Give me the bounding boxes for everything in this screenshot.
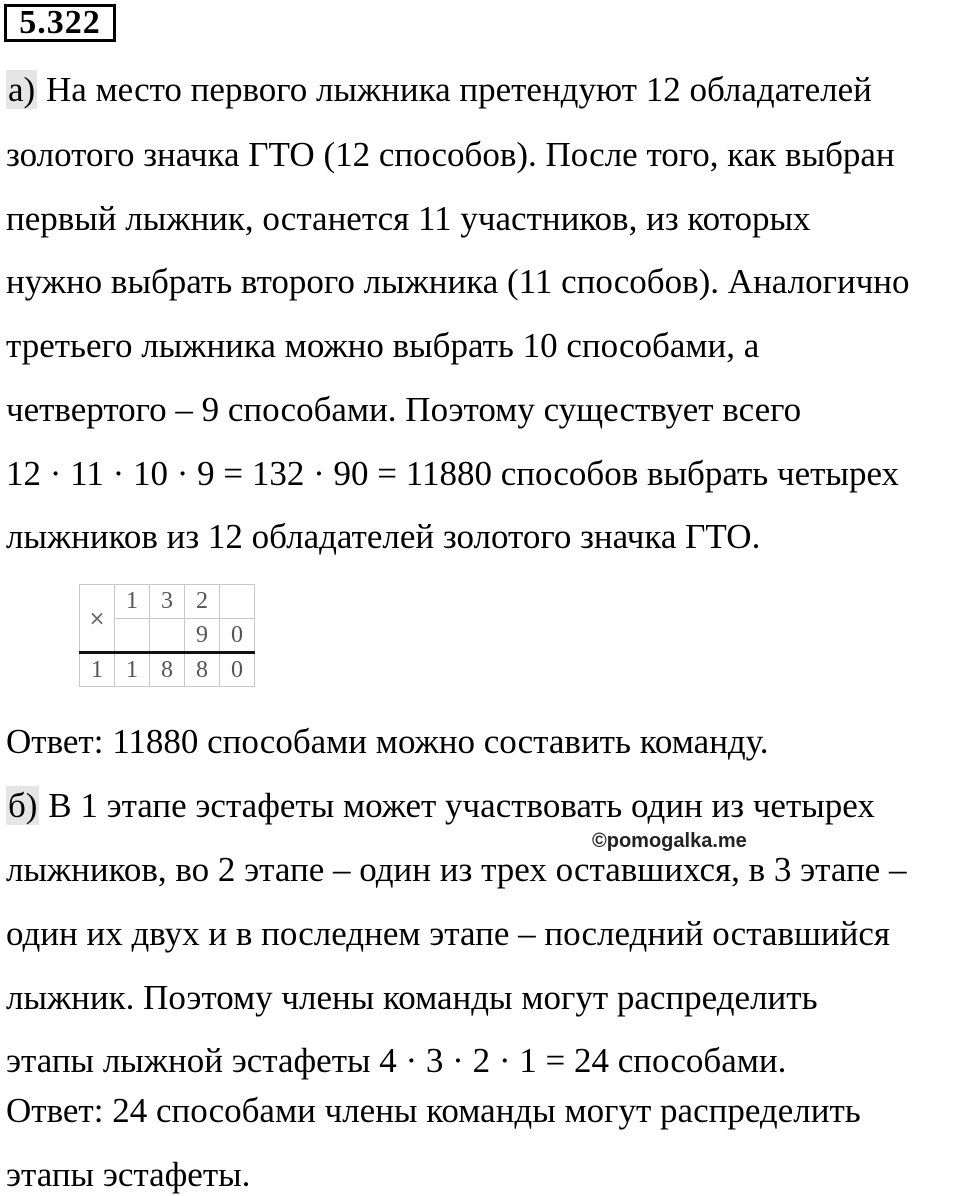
digit-cell: 0 — [220, 653, 255, 687]
part-b-line-2: лыжников, во 2 этапе – один из трех оставшихся, в 3 этапе – — [6, 850, 907, 889]
digit-cell: 8 — [150, 653, 185, 687]
answer-a: Ответ: 11880 способами можно составить команду. — [6, 722, 769, 761]
multiply-sign: × — [80, 585, 115, 653]
product-row — [80, 653, 255, 687]
digit-cell: 1 — [115, 585, 150, 619]
part-a-line-1 — [6, 70, 872, 110]
part-a-line-8: лыжников из 12 обладателей золотого значка ГТО. — [6, 517, 761, 556]
digit-cell: 0 — [220, 619, 255, 653]
answer-b-line-1: Ответ: 24 способами члены команды могут распределить — [6, 1091, 861, 1130]
part-a-label: а) — [8, 70, 36, 109]
part-a-line-6: четвертого – 9 способами. Поэтому существует всего — [6, 390, 802, 429]
problem-number: 5.322 — [4, 4, 116, 42]
part-b-line-3: один их двух и в последнем этапе – последний оставшийся — [6, 914, 891, 953]
part-a-text-1: На место первого лыжника претендуют 12 обладателей — [37, 70, 872, 109]
digit-cell — [220, 585, 255, 619]
part-a-line-7: 12 · 11 · 10 · 9 = 132 · 90 = 11880 способов выбрать четырех — [6, 454, 900, 493]
part-a-line-4: нужно выбрать второго лыжника (11 способов). Аналогично — [6, 262, 910, 301]
part-b-line-5: этапы лыжной эстафеты 4 · 3 · 2 · 1 = 24 способами. — [6, 1041, 787, 1080]
part-a-line-2: золотого значка ГТО (12 способов). После того, как выбран — [6, 135, 895, 174]
part-a-line-5: третьего лыжника можно выбрать 10 способами, а — [6, 326, 760, 365]
part-a-line-3: первый лыжник, останется 11 участников, из которых — [6, 199, 811, 238]
part-b-text-1: В 1 этапе эстафеты может участвовать один из четырех — [39, 786, 875, 825]
digit-cell: 9 — [185, 619, 220, 653]
part-b-line-1 — [6, 786, 875, 826]
watermark: ©pomogalka.me — [592, 830, 747, 852]
digit-cell: 1 — [80, 653, 115, 687]
column-multiplication — [79, 584, 255, 687]
answer-b-line-2: этапы эстафеты. — [6, 1155, 251, 1194]
digit-cell: 1 — [115, 653, 150, 687]
multiplicand-row — [80, 585, 255, 619]
digit-cell — [115, 619, 150, 653]
digit-cell: 2 — [185, 585, 220, 619]
digit-cell — [150, 619, 185, 653]
part-b-label: б) — [8, 786, 38, 825]
digit-cell: 3 — [150, 585, 185, 619]
digit-cell: 8 — [185, 653, 220, 687]
part-b-line-4: лыжник. Поэтому члены команды могут распределить — [6, 978, 818, 1017]
